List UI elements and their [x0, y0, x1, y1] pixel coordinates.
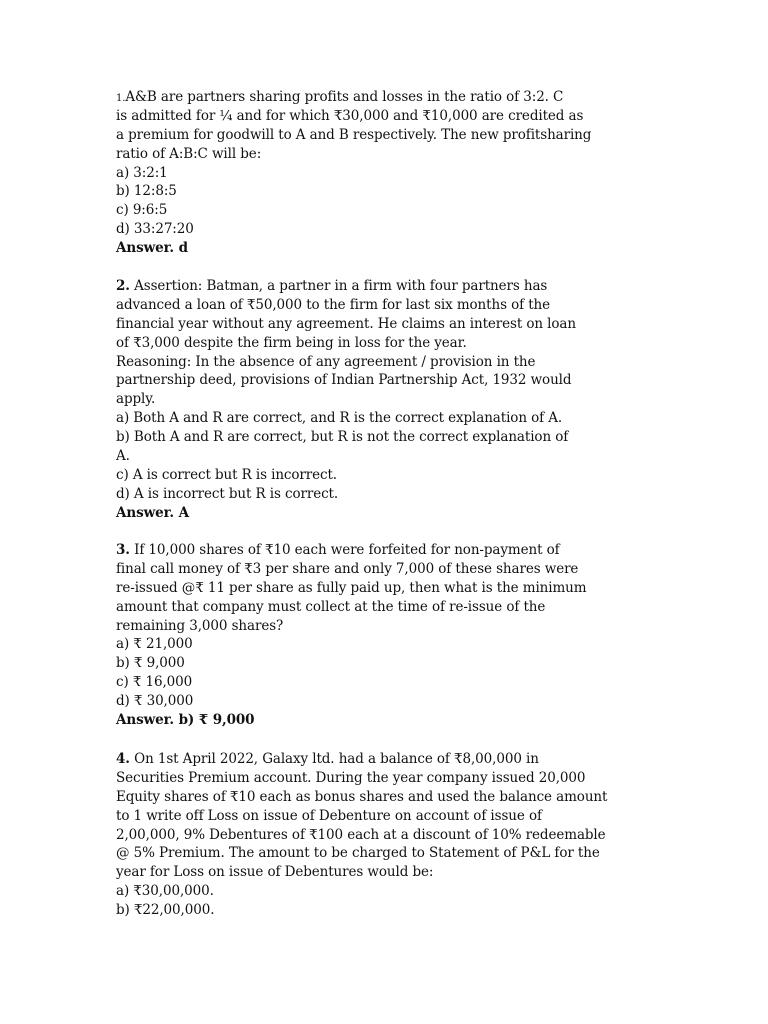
- option-b: b) 12:8:5: [116, 183, 177, 200]
- option-a: a) Both A and R are correct, and R is the correct explanation of A.: [116, 410, 563, 427]
- answer: Answer. d: [116, 240, 188, 257]
- question-text: apply.: [116, 391, 156, 408]
- option-b-continued: A.: [116, 448, 130, 465]
- answer: Answer. b) ₹ 9,000: [116, 712, 255, 729]
- option-d: d) 33:27:20: [116, 221, 194, 238]
- option-b: b) ₹22,00,000.: [116, 902, 215, 919]
- question-number: 1.: [116, 93, 126, 104]
- option-c: c) 9:6:5: [116, 202, 168, 219]
- question-text: Equity shares of ₹10 each as bonus shares and used the balance amount: [116, 788, 608, 805]
- option-c: c) A is correct but R is incorrect.: [116, 466, 337, 483]
- question-number: 4.: [116, 751, 130, 767]
- question-text: to 1 write off Loss on issue of Debenture on account of issue of: [116, 807, 542, 824]
- question-text: advanced a loan of ₹50,000 to the firm for last six months of the: [116, 296, 551, 313]
- question-number: 3.: [116, 542, 130, 558]
- option-d: d) A is incorrect but R is correct.: [116, 485, 339, 502]
- question-text: If 10,000 shares of ₹10 each were forfeited for non-payment of: [129, 542, 560, 558]
- option-c: c) ₹ 16,000: [116, 674, 193, 691]
- question-text: A&B are partners sharing profits and losses in the ratio of 3:2. C: [125, 89, 564, 105]
- question-text: of ₹3,000 despite the firm being in loss for the year.: [116, 334, 467, 351]
- question-text: financial year without any agreement. He claims an interest on loan: [116, 315, 576, 332]
- question-text: year for Loss on issue of Debentures would be:: [116, 864, 434, 881]
- option-a: a) ₹ 21,000: [116, 636, 193, 653]
- question-text: Reasoning: In the absence of any agreement / provision in the: [116, 353, 536, 370]
- question-text: amount that company must collect at the time of re-issue of the: [116, 598, 546, 615]
- question-1: [116, 88, 676, 258]
- option-b: b) Both A and R are correct, but R is not the correct explanation of: [116, 429, 569, 446]
- question-2: [116, 277, 676, 523]
- question-text: @ 5% Premium. The amount to be charged to Statement of P&L for the: [116, 845, 600, 862]
- question-text: ratio of A:B:C will be:: [116, 145, 262, 162]
- question-text: Securities Premium account. During the year company issued 20,000: [116, 769, 586, 786]
- question-number: 2.: [116, 278, 130, 294]
- option-a: a) 3:2:1: [116, 164, 168, 181]
- question-text: re-issued @₹ 11 per share as fully paid up, then what is the minimum: [116, 579, 587, 596]
- question-text: remaining 3,000 shares?: [116, 617, 284, 634]
- option-b: b) ₹ 9,000: [116, 655, 185, 672]
- question-text: On 1st April 2022, Galaxy ltd. had a balance of ₹8,00,000 in: [129, 751, 539, 767]
- question-4: [116, 750, 676, 920]
- question-text: is admitted for ¼ and for which ₹30,000 and ₹10,000 are credited as: [116, 107, 584, 124]
- option-a: a) ₹30,00,000.: [116, 883, 214, 900]
- answer: Answer. A: [116, 504, 189, 521]
- question-text: 2,00,000, 9% Debentures of ₹100 each at a discount of 10% redeemable: [116, 826, 606, 843]
- question-text: a premium for goodwill to A and B respectively. The new profitsharing: [116, 126, 592, 143]
- question-3: [116, 541, 676, 730]
- question-text: partnership deed, provisions of Indian Partnership Act, 1932 would: [116, 372, 572, 389]
- question-text: Assertion: Batman, a partner in a firm with four partners has: [129, 278, 548, 294]
- option-d: d) ₹ 30,000: [116, 693, 194, 710]
- question-text: final call money of ₹3 per share and only 7,000 of these shares were: [116, 560, 579, 577]
